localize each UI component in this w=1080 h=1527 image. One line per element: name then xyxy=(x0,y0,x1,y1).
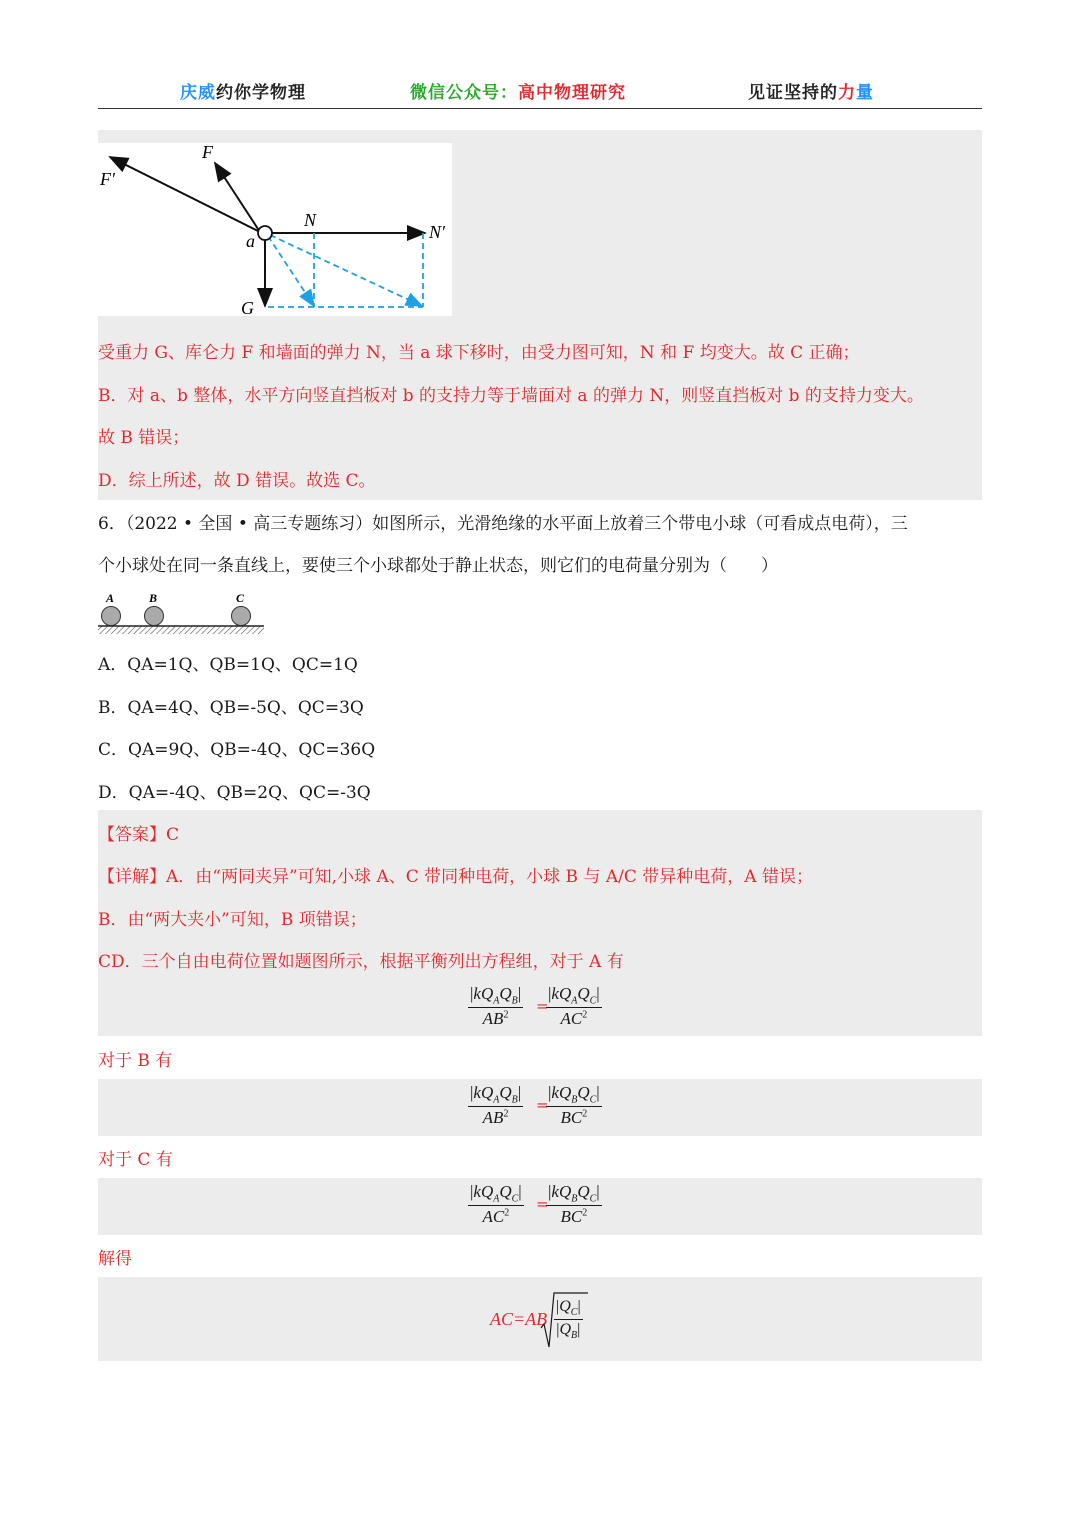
eq-c-right-fraction: $|kQ_BQ_C|$ $BC^2$ xyxy=(548,1182,600,1227)
for-c-label: 对于 C 有 xyxy=(98,1150,173,1170)
label-f-prime: F′ xyxy=(100,169,115,189)
option-d: D．QA=-4Q、QB=2Q、QC=-3Q xyxy=(98,783,371,803)
label-g: G xyxy=(241,298,254,316)
detail-label: 【详解】 xyxy=(98,867,166,887)
header-left-prefix: 庆威 xyxy=(180,83,216,103)
answer-line xyxy=(98,820,179,845)
solution5-line2: B．对 a、b 整体，水平方向竖直挡板对 b 的支持力等于墙面对 a 的弹力 N，则竖直挡板对 b 的支持力变大。 xyxy=(98,386,924,406)
option-b: B．QA=4Q、QB=-5Q、QC=3Q xyxy=(98,698,364,718)
eq-b-sign: = xyxy=(536,1096,549,1114)
answer-label: 【答案】 xyxy=(98,825,166,845)
result-expression: AC=AB xyxy=(490,1309,548,1329)
solution5-line1: 受重力 G、库仑力 F 和墙面的弹力 N，当 a 球下移时，由受力图可知，N 和 F 均变大。故 C 正确； xyxy=(98,343,860,363)
eq-b-right-fraction: $|kQ_BQ_C|$ $BC^2$ xyxy=(548,1083,600,1128)
question6-stem-line1: 6．（2022 • 全国 • 高三专题练习）如图所示，光滑绝缘的水平面上放着三个带电小球（可看成点电荷），三 xyxy=(98,514,908,534)
ball-b-figure xyxy=(145,607,164,626)
result-fraction: $\frac{|Q_C|}{|Q_B|}$ xyxy=(556,1298,581,1342)
force-diagram xyxy=(98,143,452,316)
eq-c-sign: = xyxy=(536,1195,549,1213)
ball-label-b: B xyxy=(149,591,158,605)
option-c: C．QA=9Q、QB=-4Q、QC=36Q xyxy=(98,740,376,760)
three-balls-figure xyxy=(98,590,266,636)
option-a: A．QA=1Q、QB=1Q、QC=1Q xyxy=(98,655,358,675)
ball-a xyxy=(258,226,272,240)
header-mid-label: 微信公众号： xyxy=(410,83,518,103)
eq-a-left-fraction: $|kQ_AQ_B|$ $AB^2$ xyxy=(470,984,522,1029)
ball-label-c: C xyxy=(236,591,245,605)
label-f: F xyxy=(202,143,213,162)
header-right-text: 见证坚持的 xyxy=(748,83,838,103)
for-b-label: 对于 B 有 xyxy=(98,1051,173,1071)
answer-value: C xyxy=(166,825,180,845)
page-header xyxy=(98,78,982,109)
header-left xyxy=(180,78,306,103)
header-mid-name: 高中物理研究 xyxy=(518,83,626,103)
solve-label: 解得 xyxy=(98,1249,132,1269)
header-right-accent2: 量 xyxy=(856,83,874,103)
header-mid xyxy=(410,78,626,103)
eq-a-right-fraction: $|kQ_AQ_C|$ $AC^2$ xyxy=(548,984,600,1029)
eq-a-sign: = xyxy=(536,997,549,1015)
eq-b-left-fraction: $|kQ_AQ_B|$ $AB^2$ xyxy=(470,1083,522,1128)
detail-line1 xyxy=(98,862,813,887)
label-a: a xyxy=(246,231,255,251)
header-right xyxy=(748,78,874,103)
diagram-bg xyxy=(98,143,452,316)
ball-label-a: A xyxy=(106,591,115,605)
ball-a-figure xyxy=(102,607,121,626)
eq-c-left-fraction: $|kQ_AQ_C|$ $AC^2$ xyxy=(470,1182,522,1227)
label-n-prime: N′ xyxy=(429,222,445,242)
ball-c-figure xyxy=(232,607,251,626)
ground-hatch xyxy=(98,626,264,634)
label-n: N xyxy=(304,210,317,230)
detail-line2: B．由“两大夹小”可知，B 项错误； xyxy=(98,910,367,930)
detail-text1: A．由“两同夹异”可知,小球 A、C 带同种电荷，小球 B 与 A/C 带异种电荷，A 错误； xyxy=(166,867,813,887)
question6-stem-line2: 个小球处在同一条直线上，要使三个小球都处于静止状态，则它们的电荷量分别为（ ） xyxy=(98,556,778,576)
solution5-line3: 故 B 错误； xyxy=(98,428,190,448)
header-left-rest: 约你学物理 xyxy=(216,83,306,103)
header-right-accent1: 力 xyxy=(838,83,856,103)
detail-line3: CD．三个自由电荷位置如题图所示，根据平衡列出方程组，对于 A 有 xyxy=(98,952,624,972)
solution5-line4: D．综上所述，故 D 错误。故选 C。 xyxy=(98,471,376,491)
